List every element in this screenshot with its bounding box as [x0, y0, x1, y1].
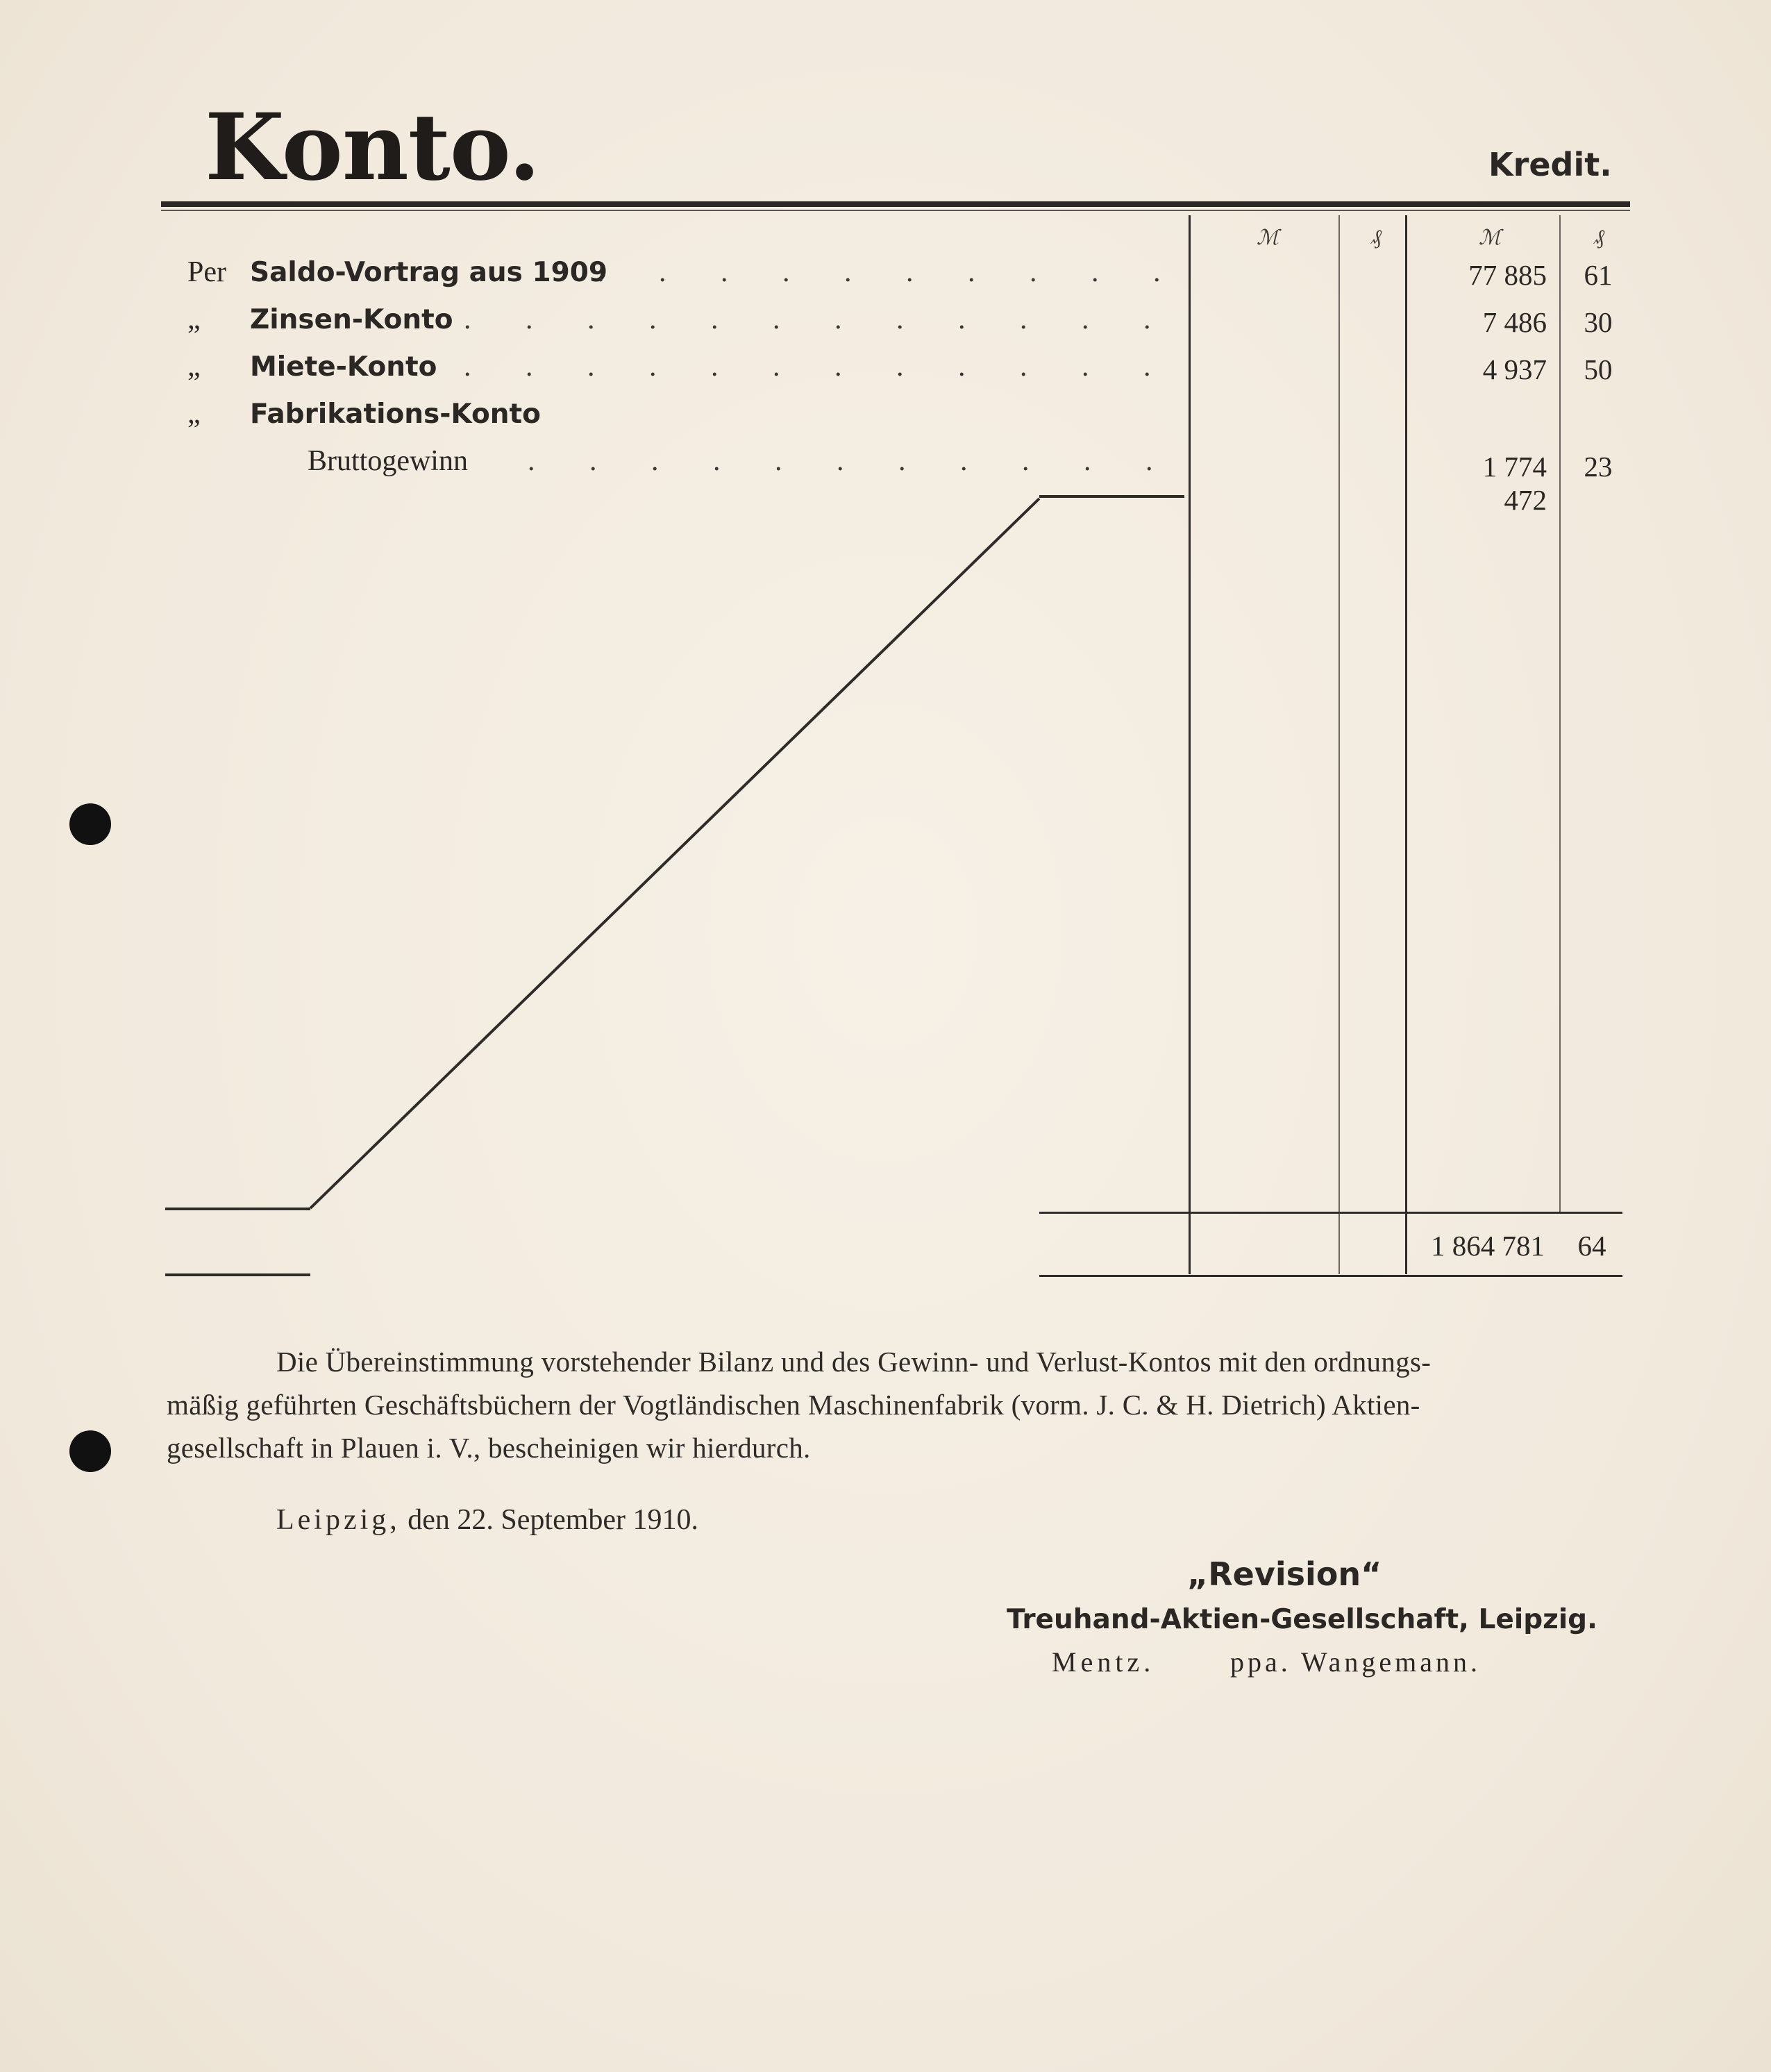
firm-name: „Revision“ [1187, 1555, 1382, 1593]
row-prefix: „ [187, 398, 201, 430]
column-header-mark-1: ℳ [1257, 226, 1279, 249]
certification-line-2: mäßig geführten Geschäftsbüchern der Vogtländischen Maschinenfabrik (vorm. J. C. & H. Dietrich) Aktien- [167, 1389, 1420, 1421]
credit-label: Kredit. [1488, 146, 1612, 183]
row-mark: 7 486 [1482, 306, 1547, 338]
row-account: Miete-Konto [250, 351, 437, 383]
signatory-2: ppa. Wangemann. [1230, 1646, 1481, 1678]
page-title: Konto. [205, 94, 540, 201]
row-mark: 1 774 472 [1482, 451, 1547, 516]
leader-dots: . . . . . . . . . . . . [464, 303, 1175, 335]
row-prefix: „ [187, 303, 201, 335]
row-mark: 4 937 [1482, 353, 1547, 385]
leader-dots: . . . . . . . . . . . [528, 445, 1177, 477]
column-header-pf-2: ₰ [1594, 226, 1604, 249]
row-prefix: Per [187, 256, 226, 288]
row-pf: 61 [1584, 259, 1613, 291]
row-account: Fabrikations-Konto [250, 399, 541, 430]
place-date [276, 1503, 698, 1537]
punch-hole [69, 803, 111, 845]
signatory-1: Mentz. [1052, 1646, 1155, 1678]
row-pf: 23 [1584, 451, 1613, 483]
row-prefix: „ [187, 351, 201, 383]
total-pf: 64 [1577, 1230, 1606, 1262]
row-account: Zinsen-Konto [250, 304, 453, 335]
column-header-pf-1: ₰ [1371, 226, 1382, 249]
row-pf: 30 [1584, 306, 1613, 338]
total-rule-bottom [1039, 1275, 1622, 1277]
row-account: Saldo-Vortrag aus 1909 [250, 257, 608, 288]
row-mark: 77 885 [1468, 259, 1547, 291]
leader-dots: . . . . . . . . . . . . [464, 351, 1175, 383]
total-mark: 1 864 781 [1431, 1230, 1545, 1262]
place: Leipzig, [276, 1504, 401, 1536]
column-header-mark-2: ℳ [1479, 226, 1502, 249]
row-pf: 50 [1584, 353, 1613, 385]
punch-hole [69, 1430, 111, 1472]
row-subaccount: Bruttogewinn [308, 445, 468, 477]
date: den 22. September 1910. [400, 1504, 699, 1536]
certification-line-3: gesellschaft in Plauen i. V., bescheinigen wir hierdurch. [167, 1432, 811, 1464]
total-rule-top [1039, 1212, 1622, 1214]
leader-dots: . . . . . . . . . . [597, 256, 1184, 288]
company-name: Treuhand-Aktien-Gesellschaft, Leipzig. [1007, 1604, 1597, 1635]
certification-text [167, 1340, 1625, 1469]
certification-line-1: Die Übereinstimmung vorstehender Bilanz und des Gewinn- und Verlust-Kontos mit den ordnungs- [276, 1346, 1432, 1378]
